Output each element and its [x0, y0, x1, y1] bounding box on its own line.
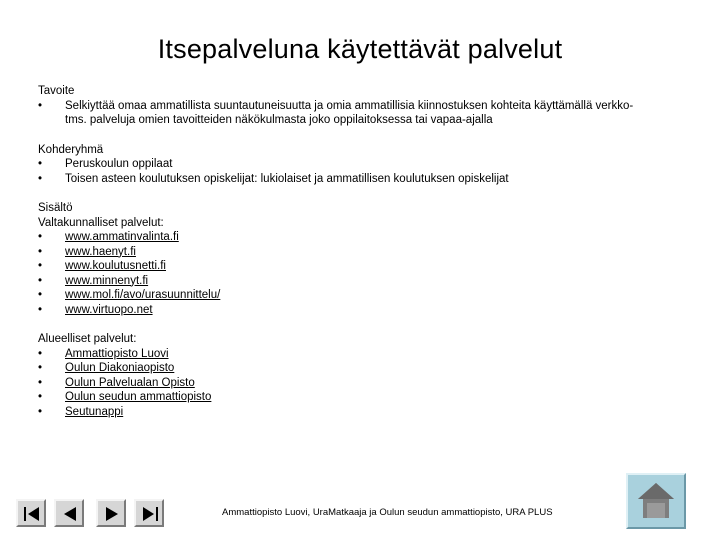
bullet: • [38, 347, 43, 360]
list-item [38, 376, 698, 391]
list-item [38, 230, 698, 245]
bullet: • [38, 391, 43, 403]
last-slide-icon [139, 504, 161, 524]
list-item-text: Toisen asteen koulutuksen opiskelijat: lukiolaiset ja ammatillisen koulutuksen opiskelijat [65, 172, 509, 185]
link-mol-urasuunnittelu[interactable]: www.mol.fi/avo/urasuunnittelu/ [65, 289, 221, 301]
link-minnenyt[interactable]: www.minnenyt.fi [65, 274, 149, 287]
list-item [38, 99, 698, 128]
list-item [38, 157, 698, 172]
link-ammattiopisto-luovi[interactable]: Ammattiopisto Luovi [65, 347, 169, 360]
regional-services-label: Alueelliset palvelut: [38, 333, 137, 345]
next-slide-icon [101, 504, 123, 524]
link-ammatinvalinta[interactable]: www.ammatinvalinta.fi [65, 231, 179, 243]
list-item [38, 259, 698, 274]
list-item [38, 303, 698, 318]
bullet: • [38, 99, 43, 112]
section-tavoite [38, 84, 698, 128]
section-kohderyhma [38, 143, 698, 187]
list-item [38, 288, 698, 303]
list-item-text [65, 99, 698, 128]
link-oulun-diakoniaopisto[interactable]: Oulun Diakoniaopisto [65, 362, 175, 374]
link-oulun-palvelualan-opisto[interactable]: Oulun Palvelualan Opisto [65, 376, 195, 389]
bullet: • [38, 289, 43, 301]
bullet: • [38, 362, 43, 374]
section-sisalto [38, 201, 698, 419]
previous-slide-icon [59, 504, 81, 524]
bullet: • [38, 376, 43, 389]
list-item [38, 245, 698, 260]
list-item [38, 361, 698, 376]
previous-slide-button[interactable] [54, 499, 84, 527]
link-haenyt[interactable]: www.haenyt.fi [65, 245, 136, 258]
last-slide-button[interactable] [134, 499, 164, 527]
bullet: • [38, 158, 43, 170]
home-icon [634, 479, 678, 523]
national-services-label: Valtakunnalliset palvelut: [38, 216, 164, 229]
bullet: • [38, 274, 43, 287]
section-heading-sisalto: Sisältö [38, 202, 73, 214]
link-oulun-seudun-ammattiopisto[interactable]: Oulun seudun ammattiopisto [65, 391, 212, 403]
list-item [38, 172, 698, 187]
home-button[interactable] [626, 473, 686, 529]
bullet: • [38, 260, 43, 272]
section-heading-kohderyhma: Kohderyhmä [38, 143, 104, 156]
text-line: tms. palveluja omien tavoitteiden näkökulmasta joko oppilaitoksessa tai vapaa-ajalla [65, 114, 493, 126]
slide-content [38, 84, 698, 419]
link-koulutusnetti[interactable]: www.koulutusnetti.fi [65, 260, 166, 272]
list-item-text: Peruskoulun oppilaat [65, 158, 173, 170]
list-item [38, 390, 698, 405]
bullet: • [38, 405, 43, 418]
slide-title: Itsepalveluna käytettävät palvelut [157, 34, 563, 64]
footer-text: Ammattiopisto Luovi, UraMatkaaja ja Oulun seudun ammattiopisto, URA PLUS [222, 507, 553, 518]
link-seutunappi[interactable]: Seutunappi [65, 405, 124, 418]
first-slide-icon [21, 504, 43, 524]
link-virtuopo[interactable]: www.virtuopo.net [65, 303, 153, 316]
bullet: • [38, 172, 43, 185]
text-line: Selkiyttää omaa ammatillista suuntautuneisuutta ja omia ammatillisia kiinnostuksen kohteita käyttämällä verkko- [65, 99, 634, 112]
section-heading-tavoite: Tavoite [38, 85, 75, 97]
list-item [38, 405, 698, 420]
bullet: • [38, 245, 43, 258]
list-item [38, 347, 698, 362]
list-item [38, 274, 698, 289]
next-slide-button[interactable] [96, 499, 126, 527]
first-slide-button[interactable] [16, 499, 46, 527]
bullet: • [38, 303, 43, 316]
bullet: • [38, 231, 43, 243]
